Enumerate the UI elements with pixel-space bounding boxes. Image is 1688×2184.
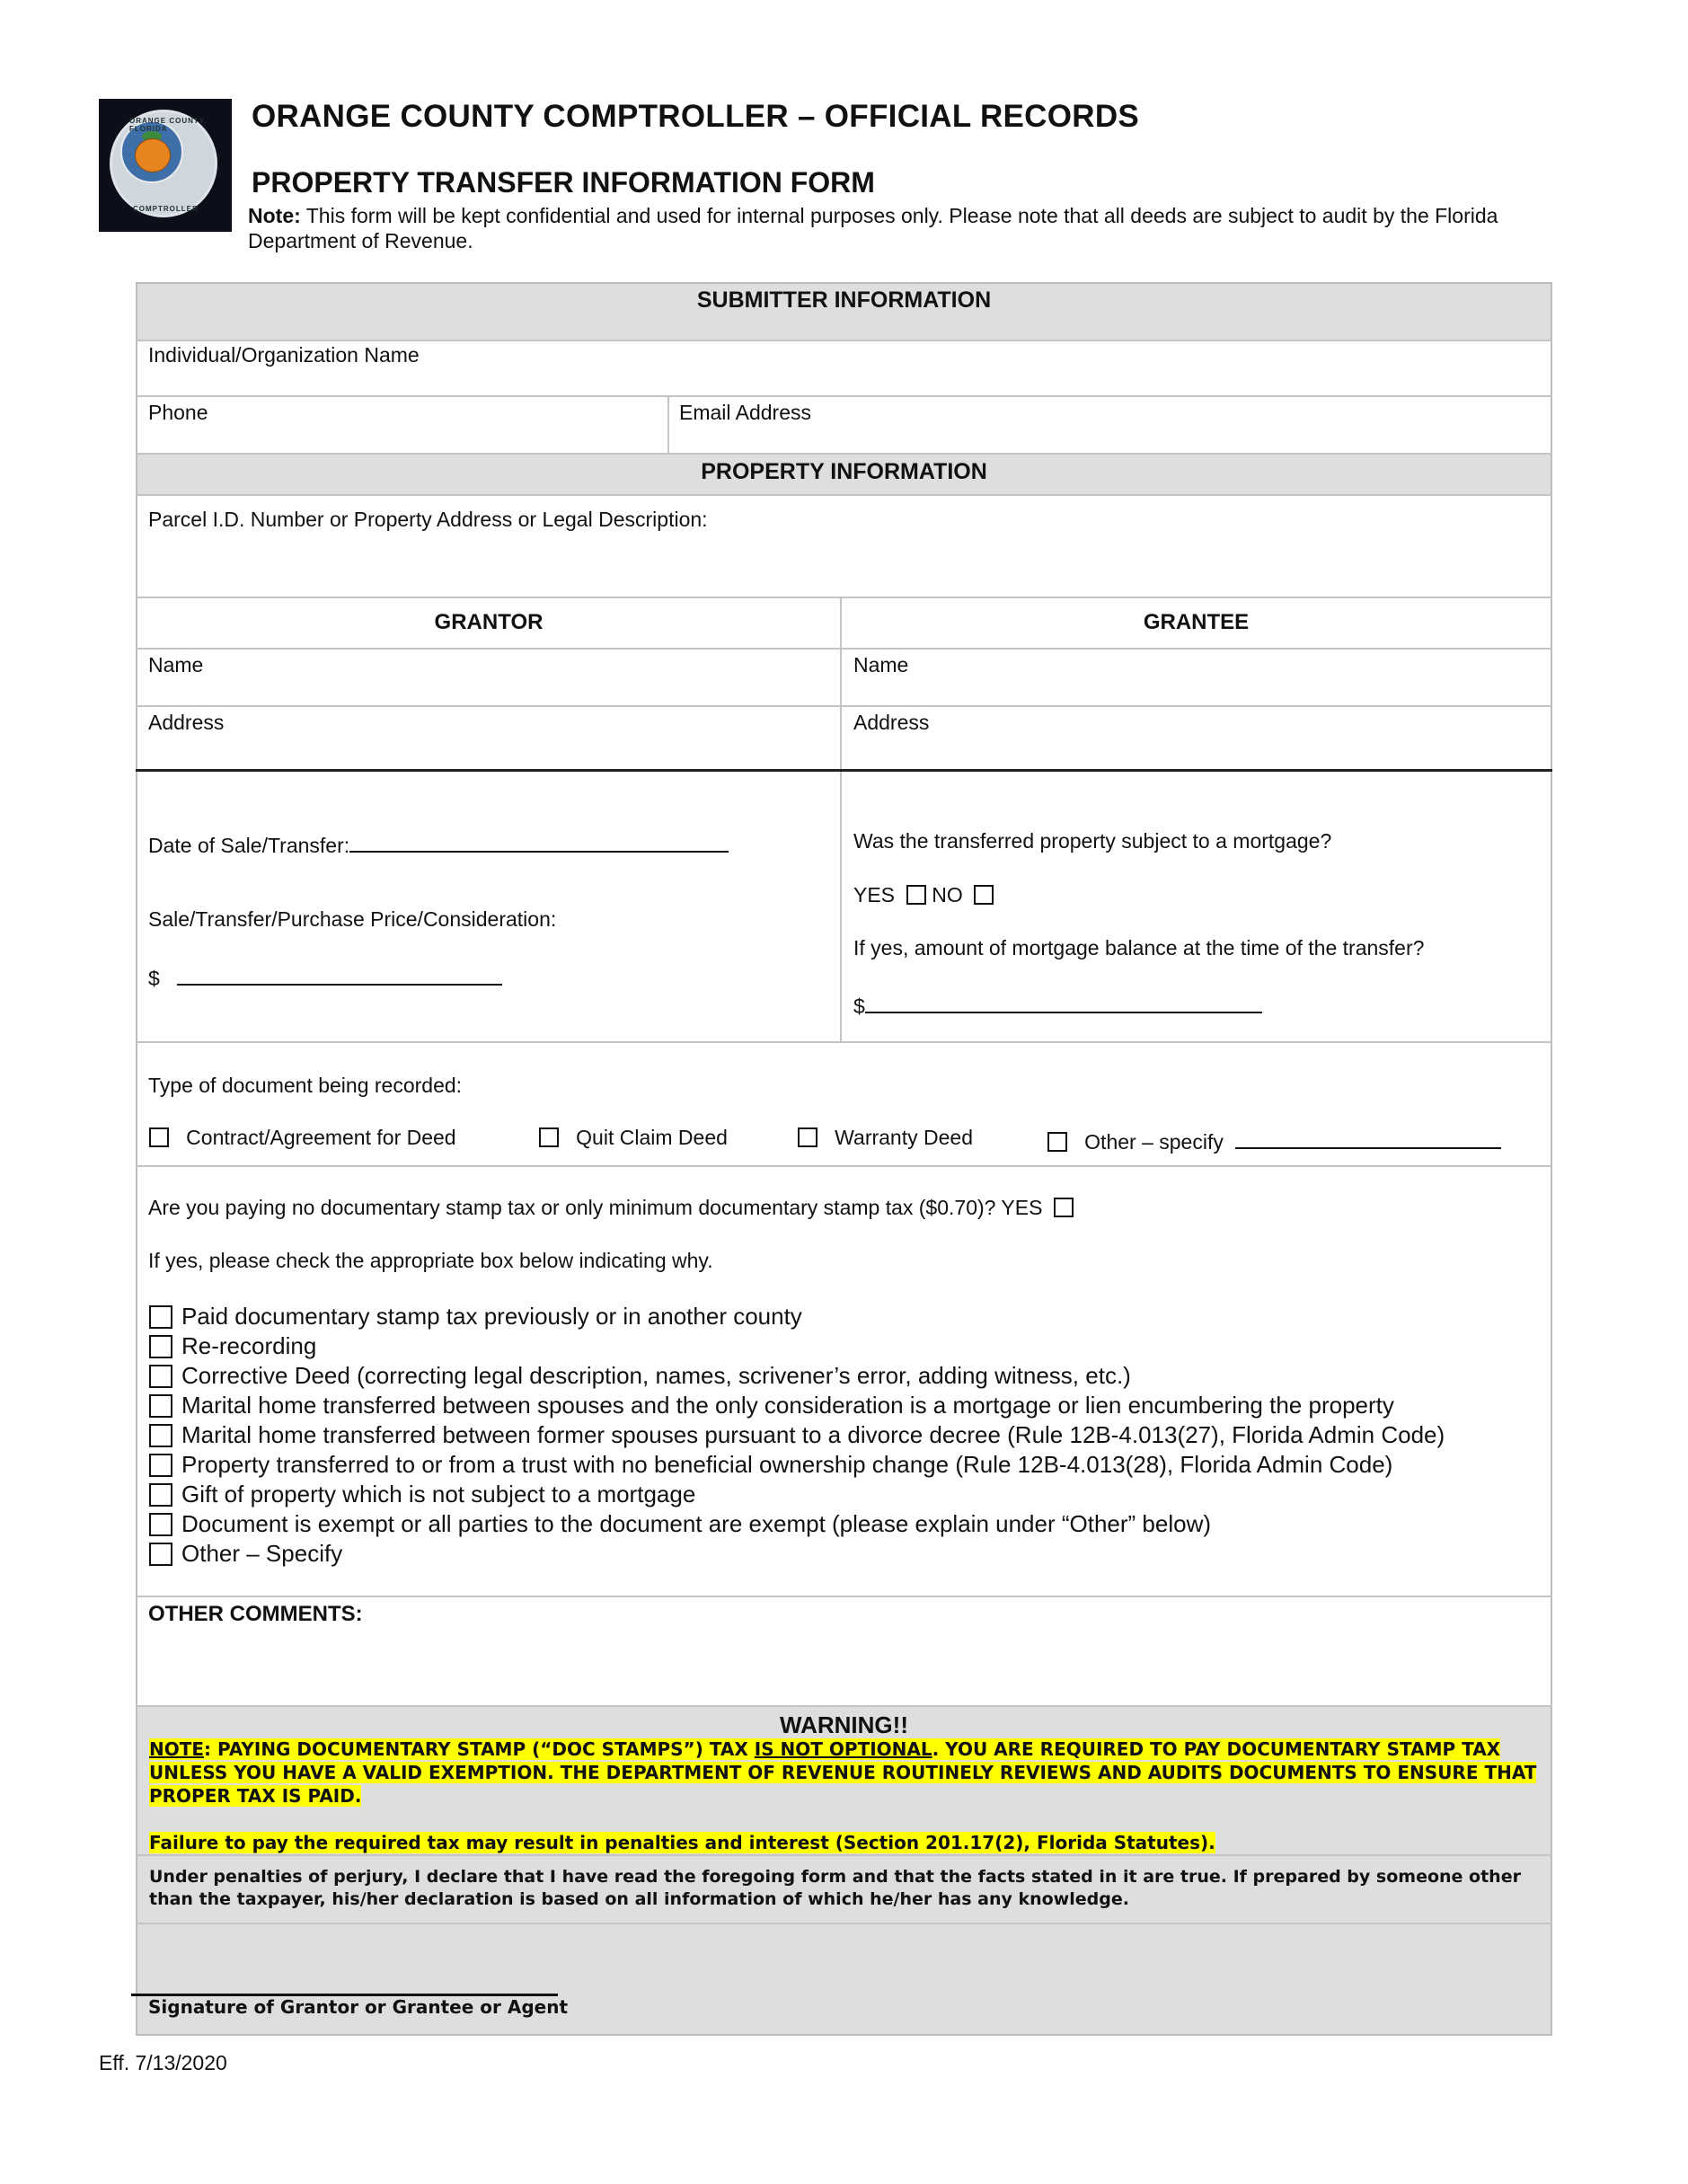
sale-price-dollar: $ [148, 967, 160, 990]
mortgage-question: Was the transferred property subject to a mortgage? [853, 829, 1332, 853]
mortgage-balance-blank[interactable] [865, 990, 1262, 1013]
penalty-note [149, 1831, 1537, 1854]
reason-checkbox[interactable] [149, 1483, 172, 1507]
reason-item[interactable] [149, 1392, 1394, 1419]
submitter-heading: SUBMITTER INFORMATION [696, 287, 992, 313]
reason-checkbox[interactable] [149, 1394, 172, 1418]
signature-label: Signature of Grantor or Grantee or Agent [148, 1996, 569, 2018]
seal-text-top: ORANGE COUNTY, FLORIDA [129, 117, 208, 133]
grantee-address-label[interactable]: Address [853, 711, 930, 734]
reason-checkbox[interactable] [149, 1365, 172, 1388]
mortgage-balance-question: If yes, amount of mortgage balance at the time of the transfer? [853, 936, 1425, 959]
warning-note-label: NOTE [149, 1738, 205, 1760]
doc-type-other[interactable] [1047, 1126, 1501, 1154]
property-heading: PROPERTY INFORMATION [701, 459, 987, 484]
other-comments-label[interactable]: OTHER COMMENTS: [148, 1602, 363, 1626]
sale-date-blank[interactable] [349, 829, 729, 853]
reason-checkbox[interactable] [149, 1335, 172, 1358]
email-field-label[interactable]: Email Address [679, 401, 812, 424]
form-title: PROPERTY TRANSFER INFORMATION FORM [252, 166, 875, 199]
reason-item[interactable] [149, 1540, 342, 1568]
mortgage-balance-dollar: $ [853, 995, 865, 1018]
warning-note-text-b: . YOU ARE REQUIRED TO PAY DOCUMENTARY STAMP TAX UNLESS YOU HAVE A VALID EXEMPTION. THE DEPARTMENT OF REVENUE ROUTINELY REVIEWS AND AUDITS DOCUMENTS TO ENSURE THAT PROPER TAX IS PAID. [149, 1738, 1537, 1807]
note-text: This form will be kept confidential and used for internal purposes only. Please note that all deeds are subject to audit by the Florida Department of Revenue. [248, 204, 1498, 252]
other-type-checkbox[interactable] [1047, 1132, 1067, 1152]
warning-note [149, 1737, 1537, 1808]
mortgage-yes-no [853, 883, 994, 907]
other-type-label: Other – specify [1084, 1130, 1224, 1154]
warranty-label: Warranty Deed [835, 1126, 973, 1149]
note-label: Note: [248, 204, 301, 227]
doc-type-quit-claim[interactable] [539, 1126, 728, 1150]
sale-price-label: Sale/Transfer/Purchase Price/Consideration: [148, 907, 557, 931]
mortgage-yes-label: YES [853, 883, 896, 906]
reason-checkbox[interactable] [149, 1305, 172, 1329]
sale-price-field[interactable] [148, 962, 502, 991]
doc-type-contract[interactable] [149, 1126, 456, 1150]
contract-checkbox[interactable] [149, 1127, 169, 1147]
reason-checkbox[interactable] [149, 1454, 172, 1477]
grantor-name-label[interactable]: Name [148, 653, 204, 676]
reason-label: Marital home transferred between spouses and the only consideration is a mortgage or lien encumbering the property [181, 1392, 1394, 1419]
effective-date: Eff. 7/13/2020 [99, 2051, 227, 2074]
sale-date-field[interactable] [148, 829, 729, 858]
stamp-tax-question-text: Are you paying no documentary stamp tax or only minimum documentary stamp tax ($0.70)? YES [148, 1196, 1043, 1219]
phone-field-label[interactable]: Phone [148, 401, 208, 424]
name-field-label[interactable]: Individual/Organization Name [148, 343, 420, 367]
page-title: ORANGE COUNTY COMPTROLLER – OFFICIAL RECORDS [252, 99, 1140, 134]
reason-label: Gift of property which is not subject to a mortgage [181, 1481, 696, 1508]
reason-label: Document is exempt or all parties to the document are exempt (please explain under “Other” below) [181, 1510, 1212, 1537]
reason-item[interactable] [149, 1362, 1131, 1390]
county-seal-logo [99, 99, 232, 232]
stamp-tax-question [148, 1196, 1074, 1220]
grantee-name-label[interactable]: Name [853, 653, 909, 676]
sale-price-blank[interactable] [177, 962, 502, 986]
warranty-checkbox[interactable] [798, 1127, 817, 1147]
stamp-tax-instruction: If yes, please check the appropriate box below indicating why. [148, 1249, 713, 1272]
reason-label: Property transferred to or from a trust with no beneficial ownership change (Rule 12B-4.013(28), Florida Admin Code) [181, 1451, 1393, 1478]
reason-label: Marital home transferred between former spouses pursuant to a divorce decree (Rule 12B-4.013(27), Florida Admin Code) [181, 1421, 1445, 1448]
seal-text-bottom: COMPTROLLER [133, 205, 199, 213]
confidential-note [248, 203, 1560, 253]
doc-type-warranty[interactable] [798, 1126, 973, 1150]
orange-icon [135, 138, 171, 172]
sale-date-label: Date of Sale/Transfer: [148, 834, 350, 857]
reason-label: Other – Specify [181, 1540, 343, 1567]
mortgage-no-label: NO [932, 883, 963, 906]
perjury-declaration: Under penalties of perjury, I declare that I have read the foregoing form and that the facts stated in it are true. If prepared by someone other than the taxpayer, his/her declaration is based on all information of which he/her has any knowledge. [149, 1867, 1521, 1909]
reason-label: Re-recording [181, 1332, 317, 1359]
penalty-text: Failure to pay the required tax may result in penalties and interest (Section 201.17(2), Florida Statutes). [149, 1832, 1215, 1853]
parcel-field-label[interactable]: Parcel I.D. Number or Property Address or Legal Description: [148, 508, 708, 531]
mortgage-balance-field[interactable] [853, 990, 1262, 1019]
document-type-label: Type of document being recorded: [148, 1074, 463, 1097]
warning-note-text-a: : PAYING DOCUMENTARY STAMP (“DOC STAMPS”) TAX [204, 1738, 755, 1760]
reason-label: Corrective Deed (correcting legal description, names, scrivener’s error, adding witness, etc.) [181, 1362, 1131, 1389]
reason-item[interactable] [149, 1510, 1211, 1538]
contract-label: Contract/Agreement for Deed [186, 1126, 456, 1149]
not-optional-text: IS NOT OPTIONAL [754, 1738, 932, 1760]
warning-heading: WARNING!! [780, 1711, 908, 1738]
quit-claim-label: Quit Claim Deed [576, 1126, 728, 1149]
grantee-heading: GRANTEE [1143, 610, 1250, 634]
reason-item[interactable] [149, 1481, 695, 1508]
grantor-address-label[interactable]: Address [148, 711, 225, 734]
reason-checkbox[interactable] [149, 1543, 172, 1566]
stamp-tax-yes-checkbox[interactable] [1054, 1198, 1074, 1217]
reason-item[interactable] [149, 1332, 316, 1360]
other-type-blank[interactable] [1235, 1126, 1501, 1149]
reason-checkbox[interactable] [149, 1513, 172, 1536]
mortgage-yes-checkbox[interactable] [906, 885, 926, 905]
reason-item[interactable] [149, 1303, 802, 1331]
reason-item[interactable] [149, 1421, 1445, 1449]
quit-claim-checkbox[interactable] [539, 1127, 559, 1147]
reason-label: Paid documentary stamp tax previously or in another county [181, 1303, 802, 1330]
mortgage-no-checkbox[interactable] [974, 885, 994, 905]
grantor-heading: GRANTOR [434, 610, 544, 634]
reason-checkbox[interactable] [149, 1424, 172, 1447]
reason-item[interactable] [149, 1451, 1392, 1479]
